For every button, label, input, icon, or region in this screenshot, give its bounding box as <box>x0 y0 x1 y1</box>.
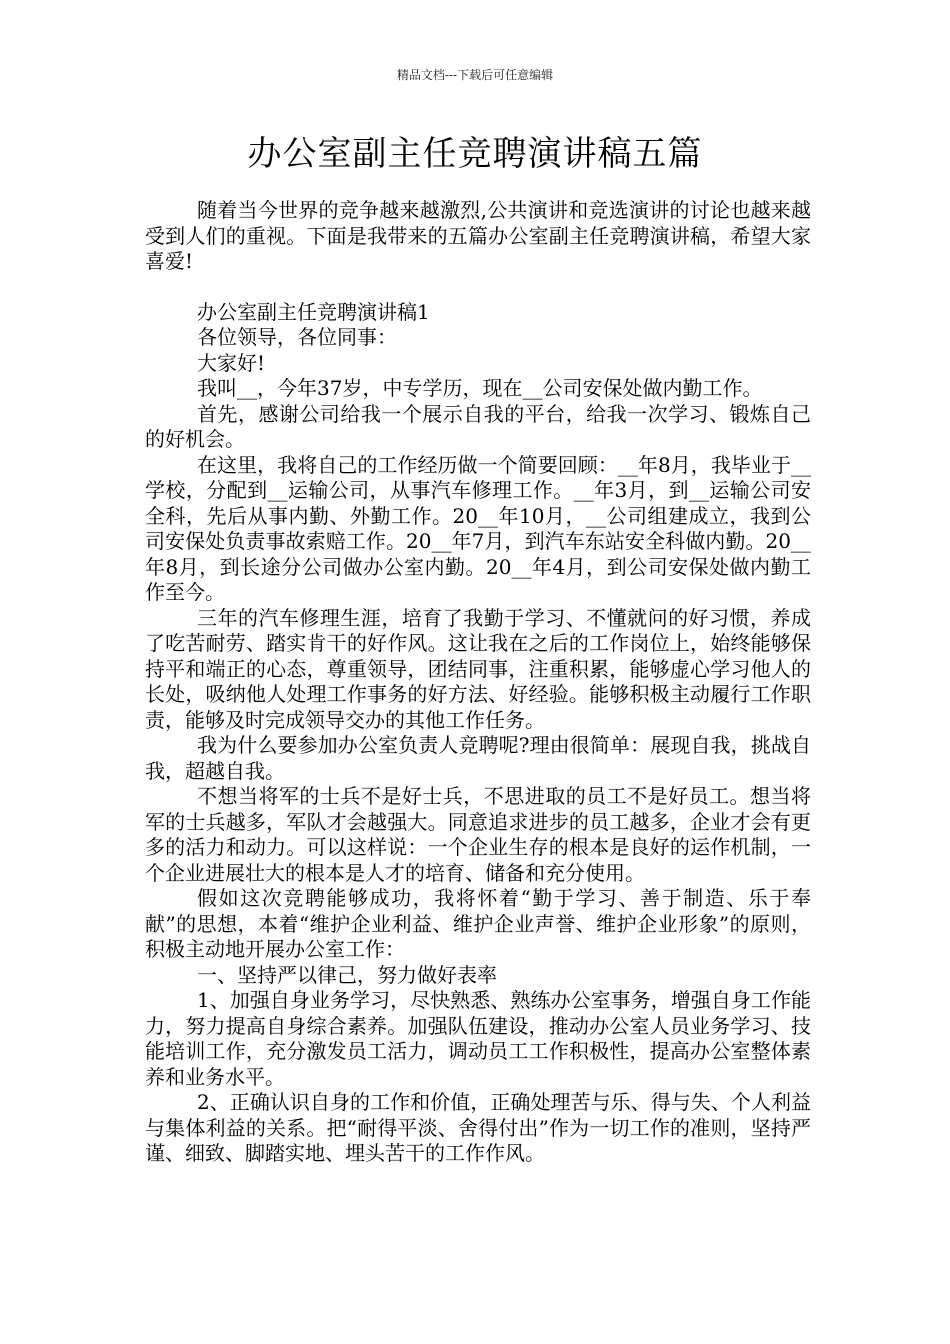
list-item: 2、正确认识自身的工作和价值，正确处理苦与乐、得与失、个人利益与集体利益的关系。把“耐得平淡、舍得付出”作为一切工作的准则，坚持严谨、细致、脚踏实地、埋头苦干的工作作风。 <box>145 1090 811 1165</box>
speech-heading: 办公室副主任竞聘演讲稿1 <box>197 299 430 324</box>
greeting: 大家好! <box>197 350 266 375</box>
section-heading: 一、坚持严以律己，努力做好表率 <box>197 962 497 987</box>
paragraph: 假如这次竞聘能够成功，我将怀着“勤于学习、善于制造、乐于奉献”的思想，本着“维护企业利益、维护企业声誉、维护企业形象”的原则，积极主动地开展办公室工作： <box>145 886 811 961</box>
salutation: 各位领导，各位同事： <box>197 325 397 349</box>
document-body <box>145 198 811 1167</box>
paragraph: 三年的汽车修理生涯，培育了我勤于学习、不懂就问的好习惯，养成了吃苦耐劳、踏实肯干的好作风。这让我在之后的工作岗位上，始终能够保持平和端正的心态，尊重领导，团结同事，注重积累，能够虚心学习他人的长处，吸纳他人处理工作事务的好方法、好经验。能够积极主动履行工作职责，能够及时完成领导交办的其他工作任务。 <box>145 605 811 732</box>
paragraph: 我叫__，今年37岁，中专学历，现在__公司安保处做内勤工作。 <box>197 376 763 400</box>
page-header: 精品文档---下载后可任意编辑 <box>396 68 554 82</box>
intro-paragraph: 随着当今世界的竞争越来越激烈,公共演讲和竞选演讲的讨论也越来越受到人们的重视。下面是我带来的五篇办公室副主任竞聘演讲稿，希望大家喜爱! <box>145 198 811 273</box>
list-item: 1、加强自身业务学习，尽快熟悉、熟练办公室事务，增强自身工作能力，努力提高自身综合素养。加强队伍建设，推动办公室人员业务学习、技能培训工作，充分激发员工活力，调动员工工作积极性，提高办公室整体素养和业务水平。 <box>145 988 811 1089</box>
document-title: 办公室副主任竞聘演讲稿五篇 <box>247 134 703 174</box>
paragraph: 我为什么要参加办公室负责人竞聘呢?理由很简单：展现自我，挑战自我，超越自我。 <box>145 733 811 783</box>
paragraph: 首先，感谢公司给我一个展示自我的平台，给我一次学习、锻炼自己的好机会。 <box>145 401 811 451</box>
paragraph: 不想当将军的士兵不是好士兵，不思进取的员工不是好员工。想当将军的士兵越多，军队才会越强大。同意追求进步的员工越多，企业才会有更多的活力和动力。可以这样说：一个企业生存的根本是良好的运作机制，一个企业进展壮大的根本是人才的培育、储备和充分使用。 <box>145 784 811 885</box>
paragraph: 在这里，我将自己的工作经历做一个简要回顾：__年8月，我毕业于__学校，分配到__运输公司，从事汽车修理工作。__年3月，到__运输公司安全科，先后从事内勤、外勤工作。20__年10月，__公司组建成立，我到公司安保处负责事故索赔工作。20__年7月，到汽车东站安全科做内勤。20__年8月，到长途分公司做办公室内勤。20__年4月，到公司安保处做内勤工作至今。 <box>145 452 811 604</box>
